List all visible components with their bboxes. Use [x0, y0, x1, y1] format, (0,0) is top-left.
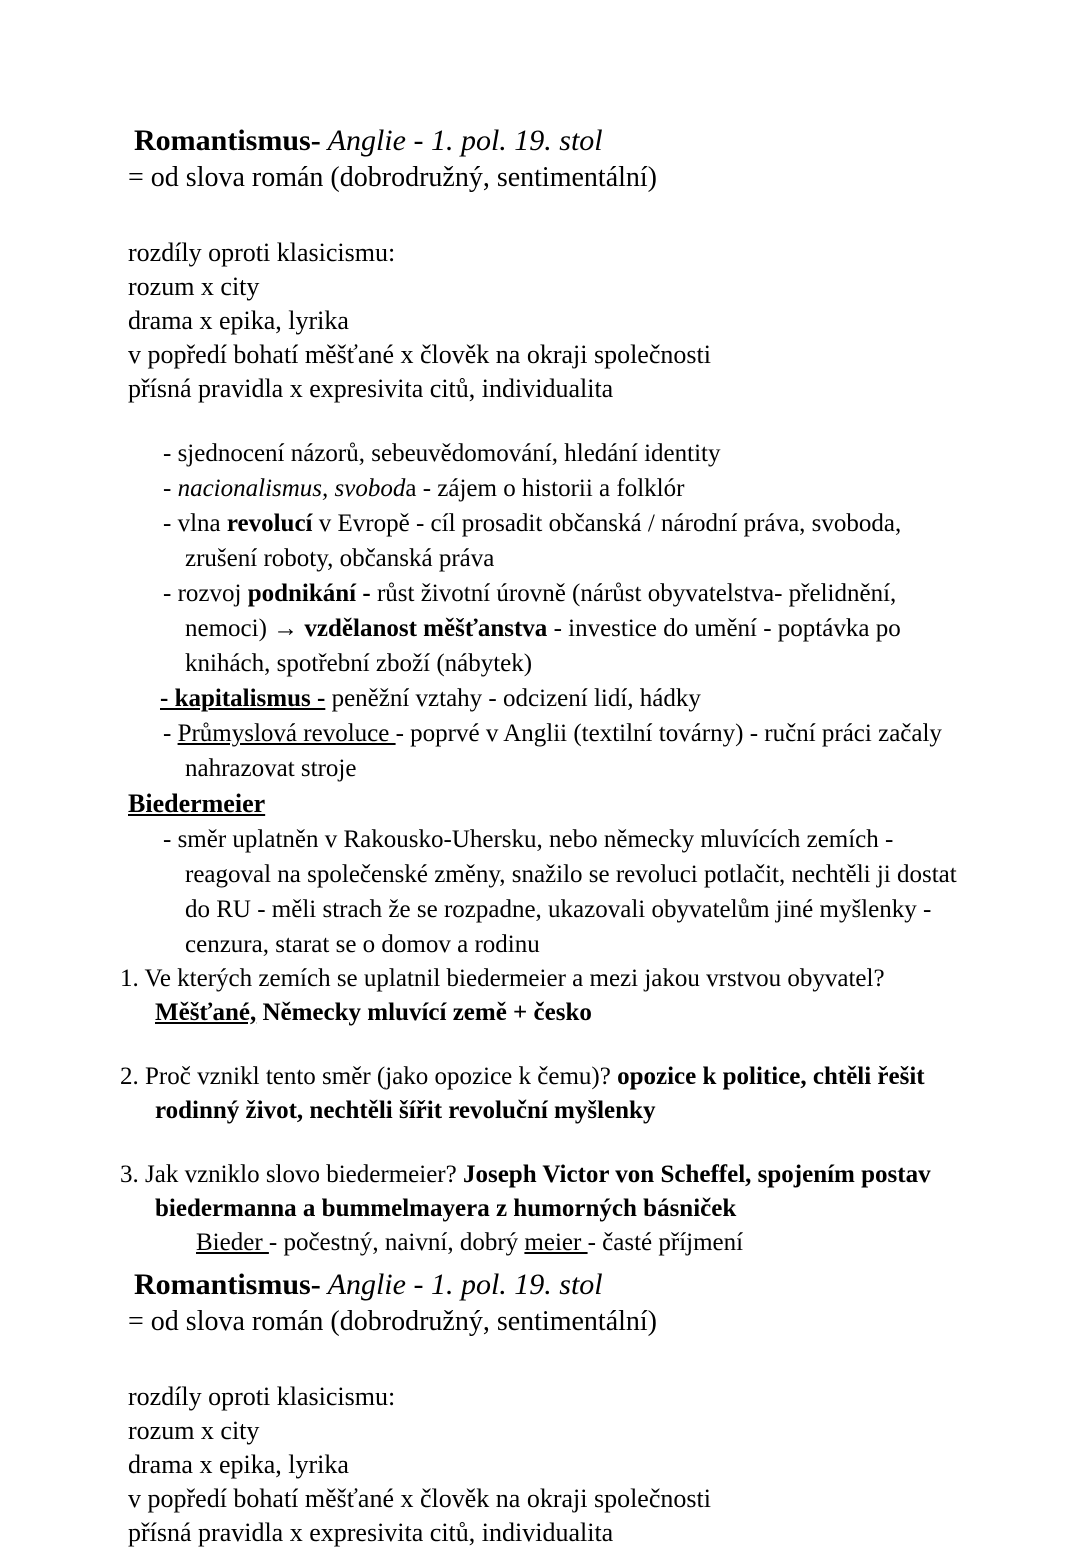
bullet-item-3-rest: v Evropě - cíl prosadit občanská / národní práva, svoboda, zrušení roboty, občanská práva: [185, 510, 902, 572]
page-title-top: [0, 122, 1080, 160]
question-3-answer: Joseph Victor von Scheffel, spojením postav biedermanna a bummelmayera z humorných básniček: [155, 1161, 931, 1222]
etymology-word-bieder: Bieder: [196, 1229, 269, 1256]
bullet-item-5-bold-underline: - kapitalismus -: [160, 685, 326, 712]
section-heading-biedermeier: Biedermeier: [128, 789, 266, 818]
bullet-item-5-rest: peněžní vztahy - odcizení lidí, hádky: [325, 685, 701, 712]
question-2-text: Proč vznikl tento směr (jako opozice k čemu)?: [138, 1063, 618, 1090]
page-title-bottom-bold: Romantismus-: [134, 1268, 321, 1301]
list-item: [0, 716, 1080, 786]
bullet-item-4-bold-1: podnikání -: [247, 580, 371, 607]
intro-line-bottom-4: v popředí bohatí měšťané x člověk na okraji společnosti: [128, 1484, 711, 1513]
bullet-item-6-rest: - poprvé v Anglii (textilní továrny) - ruční práci začaly nahrazovat stroje: [185, 720, 942, 782]
biedermeier-paragraph: - směr uplatněn v Rakousko-Uhersku, nebo německy mluvících zemích - reagoval na společenské změny, snažilo se revoluci potlačit, nechtěli ji dostat do RU - měli strach že se rozpadne, ukazovali obyvatelům jiné myšlenky - cenzura, starat se o domov a rodinu: [163, 826, 957, 958]
list-item: [0, 681, 1080, 716]
intro-line-top-1: rozdíly oproti klasicismu:: [128, 238, 396, 267]
question-2-number: 2.: [120, 1063, 139, 1090]
intro-line-top-3: drama x epika, lyrika: [128, 306, 349, 335]
question-3-number: 3.: [120, 1161, 139, 1188]
intro-line-bottom-3: drama x epika, lyrika: [128, 1450, 349, 1479]
etymology-line: [0, 1226, 1080, 1260]
list-item: [0, 471, 1080, 506]
bullet-item-2-rest: a - zájem o historii a folklór: [405, 475, 685, 502]
question-1-text: Ve kterých zemích se uplatnil biedermeier a mezi jakou vrstvou obyvatel?: [138, 965, 885, 992]
spacer: [0, 1340, 1080, 1380]
question-item-2: [0, 1060, 1080, 1128]
bullet-item-1-text: - sjednocení názorů, sebeuvědomování, hledání identity: [163, 440, 721, 467]
intro-line-top-4: v popředí bohatí měšťané x člověk na okraji společnosti: [128, 340, 711, 369]
bullet-item-4-dash: - rozvoj: [163, 580, 248, 607]
page-title-bottom: [0, 1266, 1080, 1304]
question-item-3: [0, 1158, 1080, 1226]
question-1-answer-emphasis: Měšťané,: [155, 999, 257, 1026]
bullet-item-2-dash: -: [163, 475, 178, 502]
page-title-top-bold: Romantismus-: [134, 124, 321, 157]
bullet-item-3-bold: revolucí: [226, 510, 313, 537]
question-2-answer: opozice k politice, chtěli řešit rodinný život, nechtěli šířit revoluční myšlenky: [155, 1063, 925, 1124]
etymology-word-meier: meier: [524, 1229, 588, 1256]
intro-line-bottom-1: rozdíly oproti klasicismu:: [128, 1382, 396, 1411]
intro-line-top-5: přísná pravidla x expresivita citů, individualita: [128, 374, 614, 403]
question-1-number: 1.: [120, 965, 139, 992]
question-item-1: [0, 962, 1080, 1030]
spacer: [0, 196, 1080, 236]
intro-line-top-2: rozum x city: [128, 272, 260, 301]
list-item: [0, 576, 1080, 681]
list-item: [0, 506, 1080, 576]
bullet-item-6-underline: Průmyslová revoluce: [177, 720, 396, 747]
intro-line-bottom-2: rozum x city: [128, 1416, 260, 1445]
bullet-item-4-rest: - investice do umění - poptávka po knihách, spotřební zboží (nábytek): [185, 615, 901, 677]
bullet-item-3-dash: - vlna: [163, 510, 227, 537]
bullet-item-4-bold-2: vzdělanost měšťanstva: [304, 615, 548, 642]
etymology-mid: - počestný, naivní, dobrý: [268, 1229, 525, 1256]
page-subtitle-bottom: = od slova román (dobrodružný, sentimentální): [128, 1306, 658, 1337]
bullet-item-2-italic: nacionalismus, svobod: [177, 475, 406, 502]
list-item: [0, 436, 1080, 471]
page-subtitle-top: = od slova román (dobrodružný, sentimentální): [128, 162, 658, 193]
intro-line-bottom-5: přísná pravidla x expresivita citů, individualita: [128, 1518, 614, 1547]
etymology-rest: - časté příjmení: [587, 1229, 744, 1256]
page-title-top-italic: Anglie - 1. pol. 19. stol: [320, 124, 603, 157]
bullet-item-6-dash: -: [163, 720, 178, 747]
page-title-bottom-italic: Anglie - 1. pol. 19. stol: [320, 1268, 603, 1301]
question-1-answer: Německy mluvící země + česko: [256, 999, 592, 1026]
characteristics-list: [0, 436, 1080, 786]
question-3-text: Jak vzniklo slovo biedermeier?: [138, 1161, 463, 1188]
spacer: [0, 406, 1080, 436]
bullet-item-4-mid: růst životní úrovně (nárůst obyvatelstva- přelidnění, nemoci) →: [185, 580, 897, 642]
